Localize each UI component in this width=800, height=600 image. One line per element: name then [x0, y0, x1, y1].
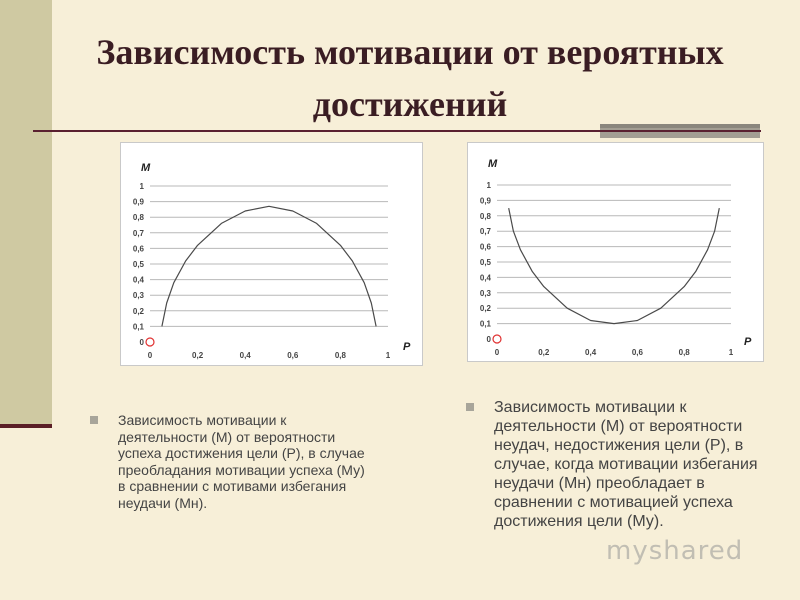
- x-tick-label: 1: [728, 348, 734, 357]
- title-rule-accent-top: [600, 124, 760, 128]
- x-tick-label: 0: [494, 348, 500, 357]
- y-tick-label: 1: [486, 181, 491, 190]
- y-axis-label: М: [141, 162, 151, 174]
- bullet-left: [90, 412, 370, 511]
- x-tick-label: 0: [147, 351, 153, 360]
- x-tick-label: 0,2: [538, 348, 550, 357]
- x-tick-label: 0,8: [334, 351, 346, 360]
- x-tick-label: 0,8: [678, 348, 690, 357]
- y-tick-label: 0,2: [479, 304, 491, 314]
- y-axis-label: М: [488, 158, 498, 170]
- y-tick-label: 0,9: [479, 196, 491, 206]
- y-tick-label: 0,2: [132, 306, 144, 316]
- x-axis-label: Р: [744, 336, 752, 348]
- title-rule: [33, 130, 761, 132]
- bullet-left-marker: [90, 416, 98, 424]
- x-tick-label: 0,2: [192, 351, 204, 360]
- y-tick-label: 0,7: [132, 228, 144, 238]
- y-tick-label: 0,8: [132, 213, 144, 223]
- origin-marker: [493, 335, 501, 343]
- slide-title: Зависимость мотивации от вероятных достижений: [96, 32, 724, 124]
- series-line: [162, 206, 376, 326]
- side-accent-bar: [0, 0, 52, 428]
- chart-right: [468, 143, 763, 361]
- bullet-right: [466, 398, 766, 531]
- bullet-right-text: Зависимость мотивации к деятельности (М) от вероятности неудач, недостижения цели (Р), в случае, когда мотивации избегания неудачи (Мн) преобладает в сравнении с мотивацией успеха достижения цели (Му).: [494, 399, 758, 530]
- y-tick-label: 0,6: [479, 242, 491, 252]
- watermark: myshared: [606, 536, 744, 566]
- x-tick-label: 0,4: [585, 348, 597, 357]
- x-tick-label: 0,6: [631, 348, 643, 357]
- y-tick-label: 0,8: [479, 211, 491, 221]
- chart-left: [121, 143, 422, 365]
- bullet-right-marker: [466, 403, 474, 411]
- y-tick-label: 0,1: [479, 319, 491, 329]
- x-axis-label: Р: [403, 341, 411, 353]
- y-tick-label: 0: [486, 335, 491, 344]
- x-tick-label: 0,4: [239, 351, 251, 360]
- chart-right-panel: [467, 142, 764, 362]
- y-tick-label: 0,5: [132, 260, 144, 269]
- y-tick-label: 0,4: [132, 275, 144, 285]
- y-tick-label: 0,3: [479, 288, 491, 298]
- y-tick-label: 0,7: [479, 227, 491, 237]
- x-tick-label: 1: [385, 351, 391, 360]
- y-tick-label: 0,9: [132, 197, 144, 207]
- x-tick-label: 0,6: [287, 351, 299, 360]
- y-tick-label: 0,3: [132, 291, 144, 301]
- chart-left-panel: [120, 142, 423, 366]
- y-tick-label: 1: [139, 182, 144, 191]
- y-tick-label: 0,4: [479, 273, 491, 283]
- y-tick-label: 0,6: [132, 244, 144, 254]
- origin-marker: [146, 338, 154, 346]
- y-tick-label: 0: [139, 338, 144, 347]
- side-accent-line: [0, 424, 52, 428]
- y-tick-label: 0,1: [132, 322, 144, 332]
- bullet-left-text: Зависимость мотивации к деятельности (М) от вероятности успеха достижения цели (Р), в случае преобладания мотивации успеха (Му) в сравнении с мотивами избегания неудачи (Мн).: [118, 412, 365, 511]
- series-line: [509, 208, 720, 324]
- y-tick-label: 0,5: [479, 258, 491, 267]
